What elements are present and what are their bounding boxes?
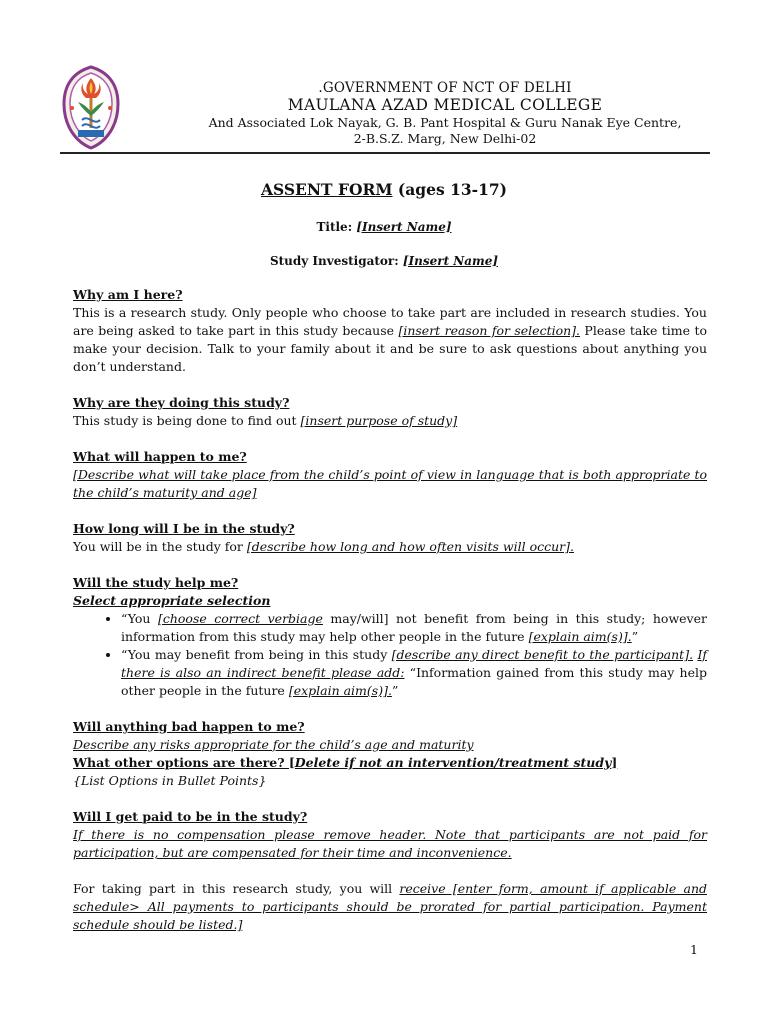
section-text: [Describe what will take place from the child’s point of view in language that is both appropriate to the child’s maturity and age] — [73, 467, 707, 500]
list-item: • “You [choose correct verbiage may/will] not benefit from being in this study; however information from this study may help other people in the future [explain aim(s)].” — [121, 610, 707, 646]
section-subheading: Select appropriate selection — [73, 593, 271, 608]
section-text: This is a research study. Only people who choose to take part are included in research studies. You are being asked to take part in this study because [insert reason for selection]. Please take time to make your decision. Talk to your family about it and be sure to ask questions about anything you don’t understand. — [73, 305, 707, 374]
page-number: 1 — [690, 942, 698, 957]
section-heading: What will happen to me? — [73, 449, 247, 464]
section-text: For taking part in this research study, you will receive [enter form, amount if applicable and schedule> All payments to participants should be prorated for partial participation. Payment schedule should be listed.] — [73, 881, 707, 932]
section-text: If there is no compensation please remove header. Note that participants are not paid for participation, but are compensated for their time and inconvenience. — [73, 827, 707, 860]
header-divider — [60, 152, 710, 154]
section-text: {List Options in Bullet Points} — [73, 773, 267, 788]
header-associated: And Associated Lok Nayak, G. B. Pant Hospital & Guru Nanak Eye Centre, — [208, 115, 682, 130]
section-heading: Why are they doing this study? — [73, 395, 290, 410]
section-heading: What other options are there? [Delete if not an intervention/treatment study] — [73, 755, 618, 770]
section-text: You will be in the study for [describe how long and how often visits will occur]. — [73, 539, 574, 554]
section-heading: How long will I be in the study? — [73, 521, 295, 536]
form-body — [73, 286, 707, 934]
header-address: 2-B.S.Z. Marg, New Delhi-02 — [353, 131, 537, 146]
section-heading: Will anything bad happen to me? — [73, 719, 305, 734]
study-investigator-line: Study Investigator: [Insert Name] — [269, 254, 499, 268]
header-college-name: MAULANA AZAD MEDICAL COLLEGE — [287, 96, 603, 114]
college-emblem-icon — [60, 64, 122, 150]
list-item: • “You may benefit from being in this study [describe any direct benefit to the participant]. If there is also an indirect benefit please add: “Information gained from this study may help other people in the future [explain aim(s)].” — [121, 646, 707, 700]
section-heading: Will the study help me? — [73, 575, 239, 590]
section-text: This study is being done to find out [insert purpose of study] — [73, 413, 458, 428]
section-text: Describe any risks appropriate for the child’s age and maturity — [73, 737, 474, 752]
section-heading: Will I get paid to be in the study? — [73, 809, 308, 824]
study-title-line: Title: [Insert Name] — [316, 220, 452, 234]
form-title: ASSENT FORM (ages 13-17) — [260, 180, 508, 199]
benefit-options-list — [73, 610, 707, 700]
header-government: .GOVERNMENT OF NCT OF DELHI — [318, 80, 572, 96]
section-heading: Why am I here? — [73, 287, 183, 302]
